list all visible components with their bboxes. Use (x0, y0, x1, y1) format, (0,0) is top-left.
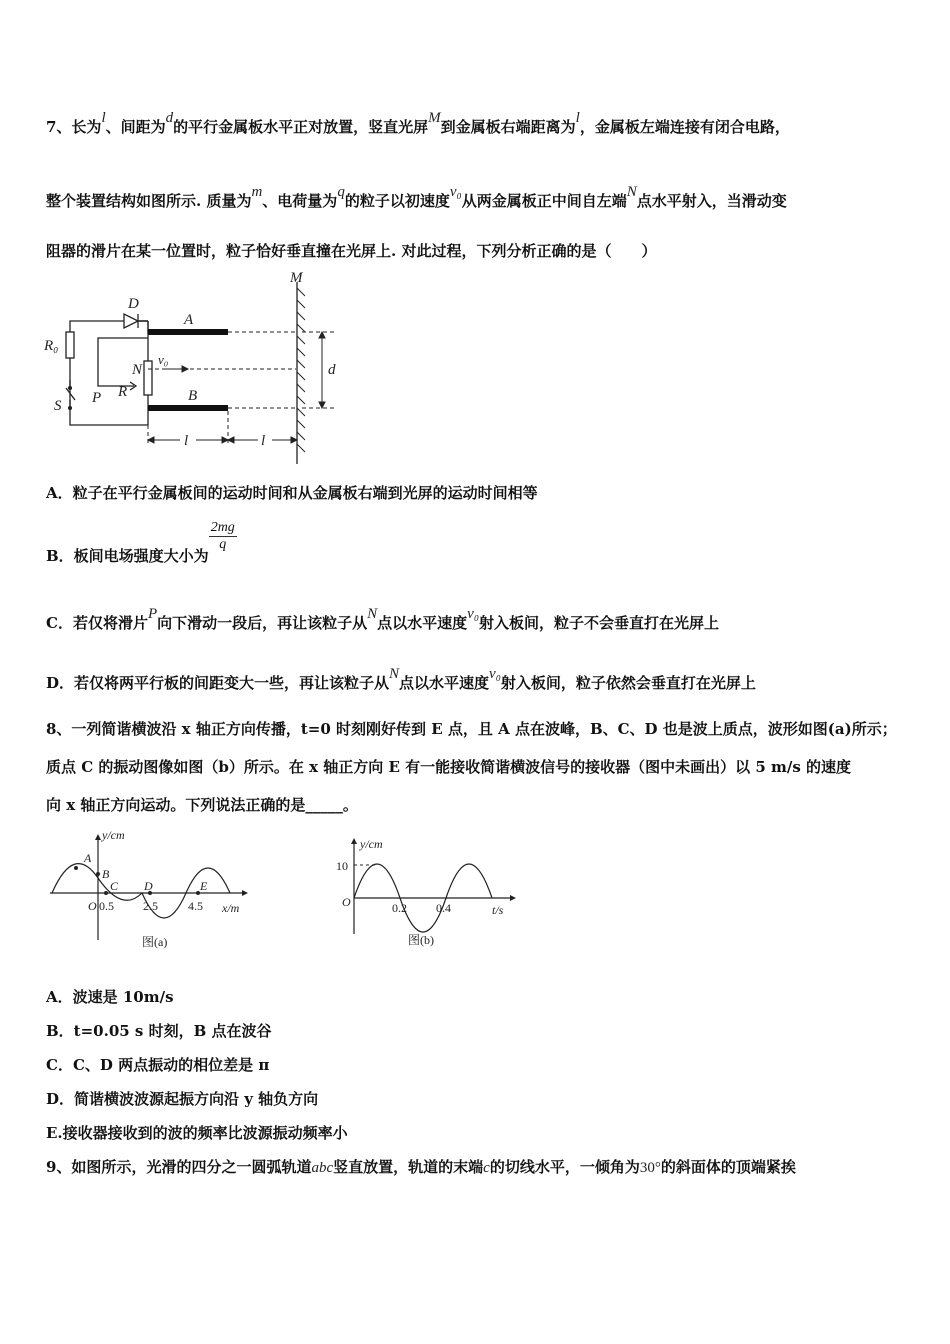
label-l1: l (184, 433, 189, 449)
fraction-2mg-q: $\frac{2mg}{q}$ (210, 520, 235, 552)
q7-option-d: D．若仅将两平行板的间距变大一些，再让该粒子从N点以水平速度v₀射入板间，粒子依然会垂直打在光屏上 (46, 666, 756, 692)
label-A: A (184, 312, 194, 328)
q7-option-a: A．粒子在平行金属板间的运动时间和从金属板右端到光屏的运动时间相等 (46, 484, 538, 502)
q8-line1: 8、一列简谐横波沿 x 轴正方向传播，t=0 时刻刚好传到 E 点，且 A 点在波峰，B、C、D 也是波上质点，波形如图(a)所示； (46, 720, 897, 738)
fig-a-tick-05: 0.5 (99, 899, 114, 913)
label-R0: R₀ (44, 338, 59, 354)
q8-line2: 质点 C 的振动图像如图（b）所示。在 x 轴正方向 E 有一能接收简谐横波信号的接收器（图中未画出）以 5 m/s 的速度 (46, 758, 852, 776)
q7-line1: 7、长为l、间距为d的平行金属板水平正对放置，竖直光屏M到金属板右端距离为l，金属板左端连接有闭合电路， (46, 110, 790, 136)
fig-b-caption: 图(b) (408, 933, 434, 947)
label-B: B (188, 388, 198, 404)
fig-b-ylabel: y/cm (360, 837, 383, 851)
label-S: S (54, 398, 62, 414)
label-P: P (92, 390, 102, 406)
fig-a-tick-45: 4.5 (188, 899, 203, 913)
q8-figure-a (46, 826, 256, 954)
q8-option-b: B．t=0.05 s 时刻，B 点在波谷 (46, 1022, 272, 1040)
q7-line2: 整个装置结构如图所示. 质量为m、电荷量为q的粒子以初速度v₀从两金属板正中间自左端N点水平射入，当滑动变 (46, 184, 787, 210)
fig-b-xlabel: t/s (492, 903, 504, 917)
q8-option-a: A．波速是 10m/s (46, 988, 174, 1006)
fig-b-tick-02: 0.2 (392, 901, 407, 915)
q8-option-e: E.接收器接收到的波的频率比波源振动频率小 (46, 1124, 348, 1142)
fig-b-tick-04: 0.4 (436, 901, 451, 915)
q7-option-c: C．若仅将滑片P向下滑动一段后，再让该粒子从N点以水平速度v₀射入板间，粒子不会垂直打在光屏上 (46, 606, 720, 632)
q7-circuit-figure (40, 268, 360, 468)
fig-a-caption: 图(a) (142, 935, 168, 949)
q9-line1: 9、如图所示，光滑的四分之一圆弧轨道abc竖直放置，轨道的末端c的切线水平，一倾角为30°的斜面体的顶端紧挨 (46, 1158, 796, 1176)
q7-line3: 阻器的滑片在某一位置时，粒子恰好垂直撞在光屏上. 对此过程，下列分析正确的是（ ） (46, 242, 657, 260)
fig-a-point-E: E (200, 879, 208, 893)
q7-option-b: B．板间电场强度大小为 $\frac{2mg}{q}$ (46, 520, 235, 565)
label-l2: l (261, 433, 266, 449)
fig-a-point-C: C (110, 879, 119, 893)
q8-figure-b (332, 834, 522, 950)
fig-b-tick-10: 10 (336, 859, 348, 873)
fig-a-point-D: D (144, 879, 153, 893)
q8-line3: 向 x 轴正方向运动。下列说法正确的是_____。 (46, 796, 358, 814)
q8-option-c: C．C、D 两点振动的相位差是 π (46, 1056, 270, 1074)
fig-a-tick-25: 2.5 (143, 899, 158, 913)
fig-a-origin: O (88, 899, 97, 913)
fig-a-ylabel: y/cm (102, 828, 125, 842)
label-d: d (328, 362, 336, 378)
label-M: M (290, 270, 303, 286)
label-N: N (132, 362, 143, 378)
fig-b-origin: O (342, 895, 351, 909)
label-v0: v₀ (158, 352, 169, 367)
fig-a-point-B: B (102, 867, 110, 881)
label-D: D (128, 296, 139, 312)
q8-option-d: D．简谐横波波源起振方向沿 y 轴负方向 (46, 1090, 319, 1108)
fig-a-point-A: A (84, 851, 92, 865)
fig-a-xlabel: x/m (222, 901, 240, 915)
label-R: R (118, 384, 128, 400)
